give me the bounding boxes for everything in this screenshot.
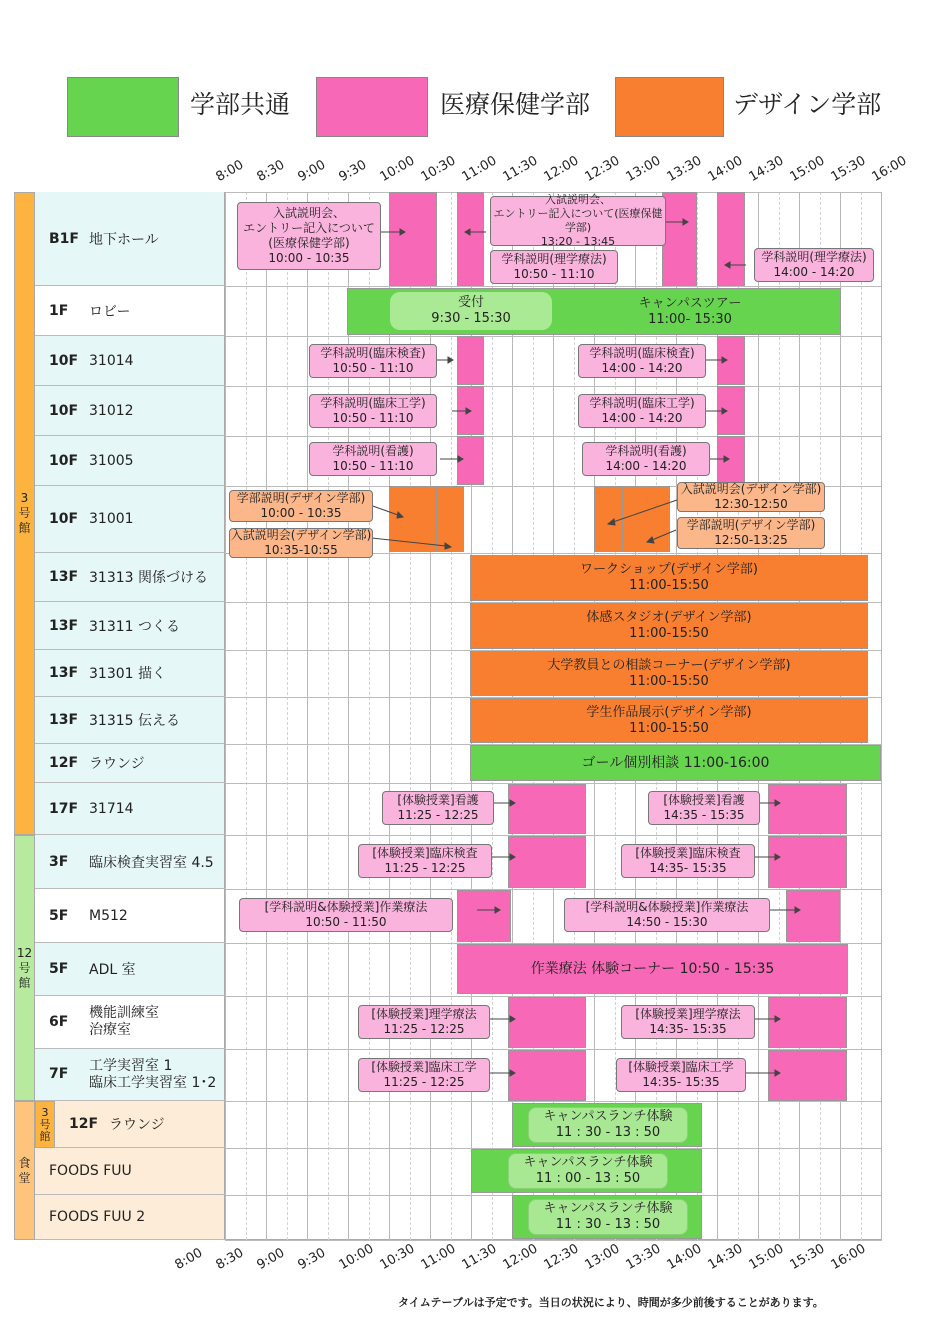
event-reception: 受付 9:30 - 15:30 — [390, 292, 552, 330]
legend-label-design: デザイン学部 — [733, 90, 882, 119]
time-label: 14:30 — [705, 1241, 746, 1273]
row-floor: 10F — [49, 511, 79, 527]
row-floor: 17F — [49, 800, 79, 817]
row-room: 31001 — [89, 511, 134, 527]
callout-7f-a: [体験授業]臨床工学 11:25 - 12:25 — [358, 1058, 490, 1092]
row-floor: 13F — [49, 569, 79, 585]
time-label: 11:00 — [418, 1241, 459, 1273]
time-label: 15:00 — [746, 1241, 787, 1273]
time-label: 13:00 — [623, 153, 664, 185]
row-room: ADL 室 — [89, 962, 136, 978]
time-label: 15:00 — [787, 153, 828, 185]
cafeteria-building-3-label: 3 号 館 — [35, 1101, 55, 1148]
time-label: 13:00 — [582, 1241, 623, 1273]
time-label: 9:00 — [254, 1245, 288, 1273]
row-room: 31714 — [89, 800, 134, 817]
time-label: 12:30 — [541, 1241, 582, 1273]
row-room: FOODS FUU — [49, 1163, 132, 1179]
time-label: 8:00 — [172, 1245, 206, 1273]
callout-m512-b: [学科説明&体験授業]作業療法 14:50 - 15:30 — [564, 898, 770, 932]
callout-b1f-pt-2: 学科説明(理学療法) 14:00 - 14:20 — [754, 248, 874, 282]
time-label: 13:30 — [664, 153, 705, 185]
row-room: M512 — [89, 907, 128, 924]
legend-label-medical: 医療保健学部 — [440, 90, 591, 119]
row-room: 31005 — [89, 452, 134, 469]
callout-31005-a: 学科説明(看護) 10:50 - 11:10 — [309, 442, 437, 476]
row-floor: 13F — [49, 617, 79, 634]
time-label: 9:00 — [295, 157, 329, 185]
time-label: 8:00 — [213, 157, 247, 185]
callout-7f-b: [体験授業]臨床工学 14:35- 15:35 — [616, 1058, 746, 1092]
callout-31001-d: 学部説明(デザイン学部) 12:50-13:25 — [677, 517, 825, 549]
time-label: 12:00 — [500, 1241, 541, 1273]
row-room: 31311 つくる — [89, 618, 180, 635]
time-label: 12:00 — [541, 153, 582, 185]
callout-31001-b: 入試説明会(デザイン学部) 10:35-10:55 — [230, 528, 372, 557]
time-label: 8:30 — [213, 1245, 247, 1273]
callout-b1f-admission-medical-2: 入試説明会、 エントリー記入について(医療保健学部) 13:20 - 13:45 — [490, 196, 666, 246]
event-lunch: キャンパスランチ体験 11 : 00 - 13 : 50 — [508, 1153, 668, 1189]
callout-6f-a: [体験授業]理学療法 11:25 - 12:25 — [358, 1005, 490, 1039]
row-floor: 3F — [49, 853, 69, 870]
row-room: 31313 関係づける — [89, 570, 208, 586]
event-campus-tour: キャンパスツアー 11:00- 15:30 — [638, 296, 742, 327]
row-floor: 10F — [49, 352, 79, 369]
row-floor: 6F — [49, 1013, 69, 1030]
callout-3f-a: [体験授業]臨床検査 11:25 - 12:25 — [358, 844, 492, 878]
time-label: 10:00 — [377, 153, 418, 185]
row-floor: 1F — [49, 302, 69, 319]
row-room: ラウンジ — [89, 756, 145, 772]
row-floor: 13F — [49, 665, 79, 681]
row-room: ラウンジ — [109, 1117, 165, 1133]
event-studio: 体感スタジオ(デザイン学部) 11:00-15:50 — [470, 603, 868, 649]
row-floor: 7F — [49, 1066, 69, 1082]
callout-17f-a: [体験授業]看護 11:25 - 12:25 — [382, 791, 494, 825]
row-room: 臨床検査実習室 4.5 — [89, 854, 214, 871]
row-floor: 12F — [69, 1116, 99, 1132]
event-lunch: キャンパスランチ体験 11 : 30 - 13 : 50 — [528, 1107, 688, 1143]
row-room: 31301 描く — [89, 666, 166, 682]
time-label: 15:30 — [828, 153, 869, 185]
time-label: 10:00 — [336, 1241, 377, 1273]
time-label: 8:30 — [254, 157, 288, 185]
callout-31005-b: 学科説明(看護) 14:00 - 14:20 — [582, 442, 710, 476]
time-label: 12:30 — [582, 153, 623, 185]
row-floor: 5F — [49, 907, 69, 924]
row-floor: 5F — [49, 961, 69, 977]
callout-b1f-admission-medical: 入試説明会、 エントリー記入について (医療保健学部) 10:00 - 10:35 — [237, 202, 381, 270]
time-label: 16:00 — [828, 1241, 869, 1273]
row-room: 地下ホール — [89, 231, 159, 248]
building-12-label: 12 号 館 — [14, 835, 35, 1101]
event-lunch: キャンパスランチ体験 11 : 30 - 13 : 50 — [528, 1199, 688, 1235]
row-room: 31014 — [89, 352, 134, 369]
footnote: タイムテーブルは予定です。当日の状況により、時間が多少前後することがあります。 — [398, 1296, 824, 1309]
event-workshop: ワークショップ(デザイン学部) 11:00-15:50 — [470, 555, 868, 601]
cafeteria-label: 食 堂 — [14, 1101, 35, 1240]
time-label: 11:30 — [500, 153, 541, 185]
time-label: 14:00 — [705, 153, 746, 185]
callout-b1f-pt-1: 学科説明(理学療法) 10:50 - 11:10 — [490, 250, 618, 284]
callout-31014-b: 学科説明(臨床検査) 14:00 - 14:20 — [578, 344, 706, 378]
row-room: 31315 伝える — [89, 713, 180, 729]
row-room: 機能訓練室 治療室 — [89, 1005, 159, 1038]
time-label: 14:00 — [664, 1241, 705, 1273]
callout-3f-b: [体験授業]臨床検査 14:35- 15:35 — [621, 844, 755, 878]
building-3-label: 3 号 館 — [14, 192, 35, 835]
time-label: 9:30 — [336, 157, 370, 185]
time-label: 14:30 — [746, 153, 787, 185]
callout-31001-c: 入試説明会(デザイン学部) 12:30-12:50 — [677, 482, 825, 512]
row-floor: 10F — [49, 452, 79, 469]
row-room: 31012 — [89, 402, 134, 419]
time-label: 15:30 — [787, 1241, 828, 1273]
row-floor: B1F — [49, 230, 79, 247]
row-floor: 10F — [49, 402, 79, 419]
callout-31001-a: 学部説明(デザイン学部) 10:00 - 10:35 — [229, 490, 373, 522]
time-label: 10:30 — [377, 1241, 418, 1273]
row-room: 工学実習室 1 臨床工学実習室 1･2 — [89, 1057, 217, 1091]
legend-label-common: 学部共通 — [190, 90, 291, 119]
event-consultation: 大学教員との相談コーナー(デザイン学部) 11:00-15:50 — [470, 651, 868, 696]
callout-31012-a: 学科説明(臨床工学) 10:50 - 11:10 — [309, 394, 437, 428]
callout-31012-b: 学科説明(臨床工学) 14:00 - 14:20 — [578, 394, 706, 428]
callout-31014-a: 学科説明(臨床検査) 10:50 - 11:10 — [309, 344, 437, 378]
row-floor: 12F — [49, 755, 79, 771]
time-label: 11:00 — [459, 153, 500, 185]
row-room: ロビー — [89, 303, 131, 320]
event-exhibition: 学生作品展示(デザイン学部) 11:00-15:50 — [470, 698, 868, 743]
event-goal-consultation: ゴール個別相談 11:00-16:00 — [470, 745, 881, 781]
time-label: 9:30 — [295, 1245, 329, 1273]
time-label: 13:30 — [623, 1241, 664, 1273]
callout-17f-b: [体験授業]看護 14:35 - 15:35 — [648, 791, 760, 825]
event-adl-corner: 作業療法 体験コーナー 10:50 - 15:35 — [457, 944, 848, 994]
time-label: 10:30 — [418, 153, 459, 185]
callout-m512-a: [学科説明&体験授業]作業療法 10:50 - 11:50 — [239, 898, 453, 932]
time-label: 16:00 — [869, 153, 910, 185]
row-room: FOODS FUU 2 — [49, 1209, 146, 1225]
row-floor: 13F — [49, 712, 79, 728]
callout-6f-b: [体験授業]理学療法 14:35- 15:35 — [621, 1005, 755, 1039]
time-label: 11:30 — [459, 1241, 500, 1273]
